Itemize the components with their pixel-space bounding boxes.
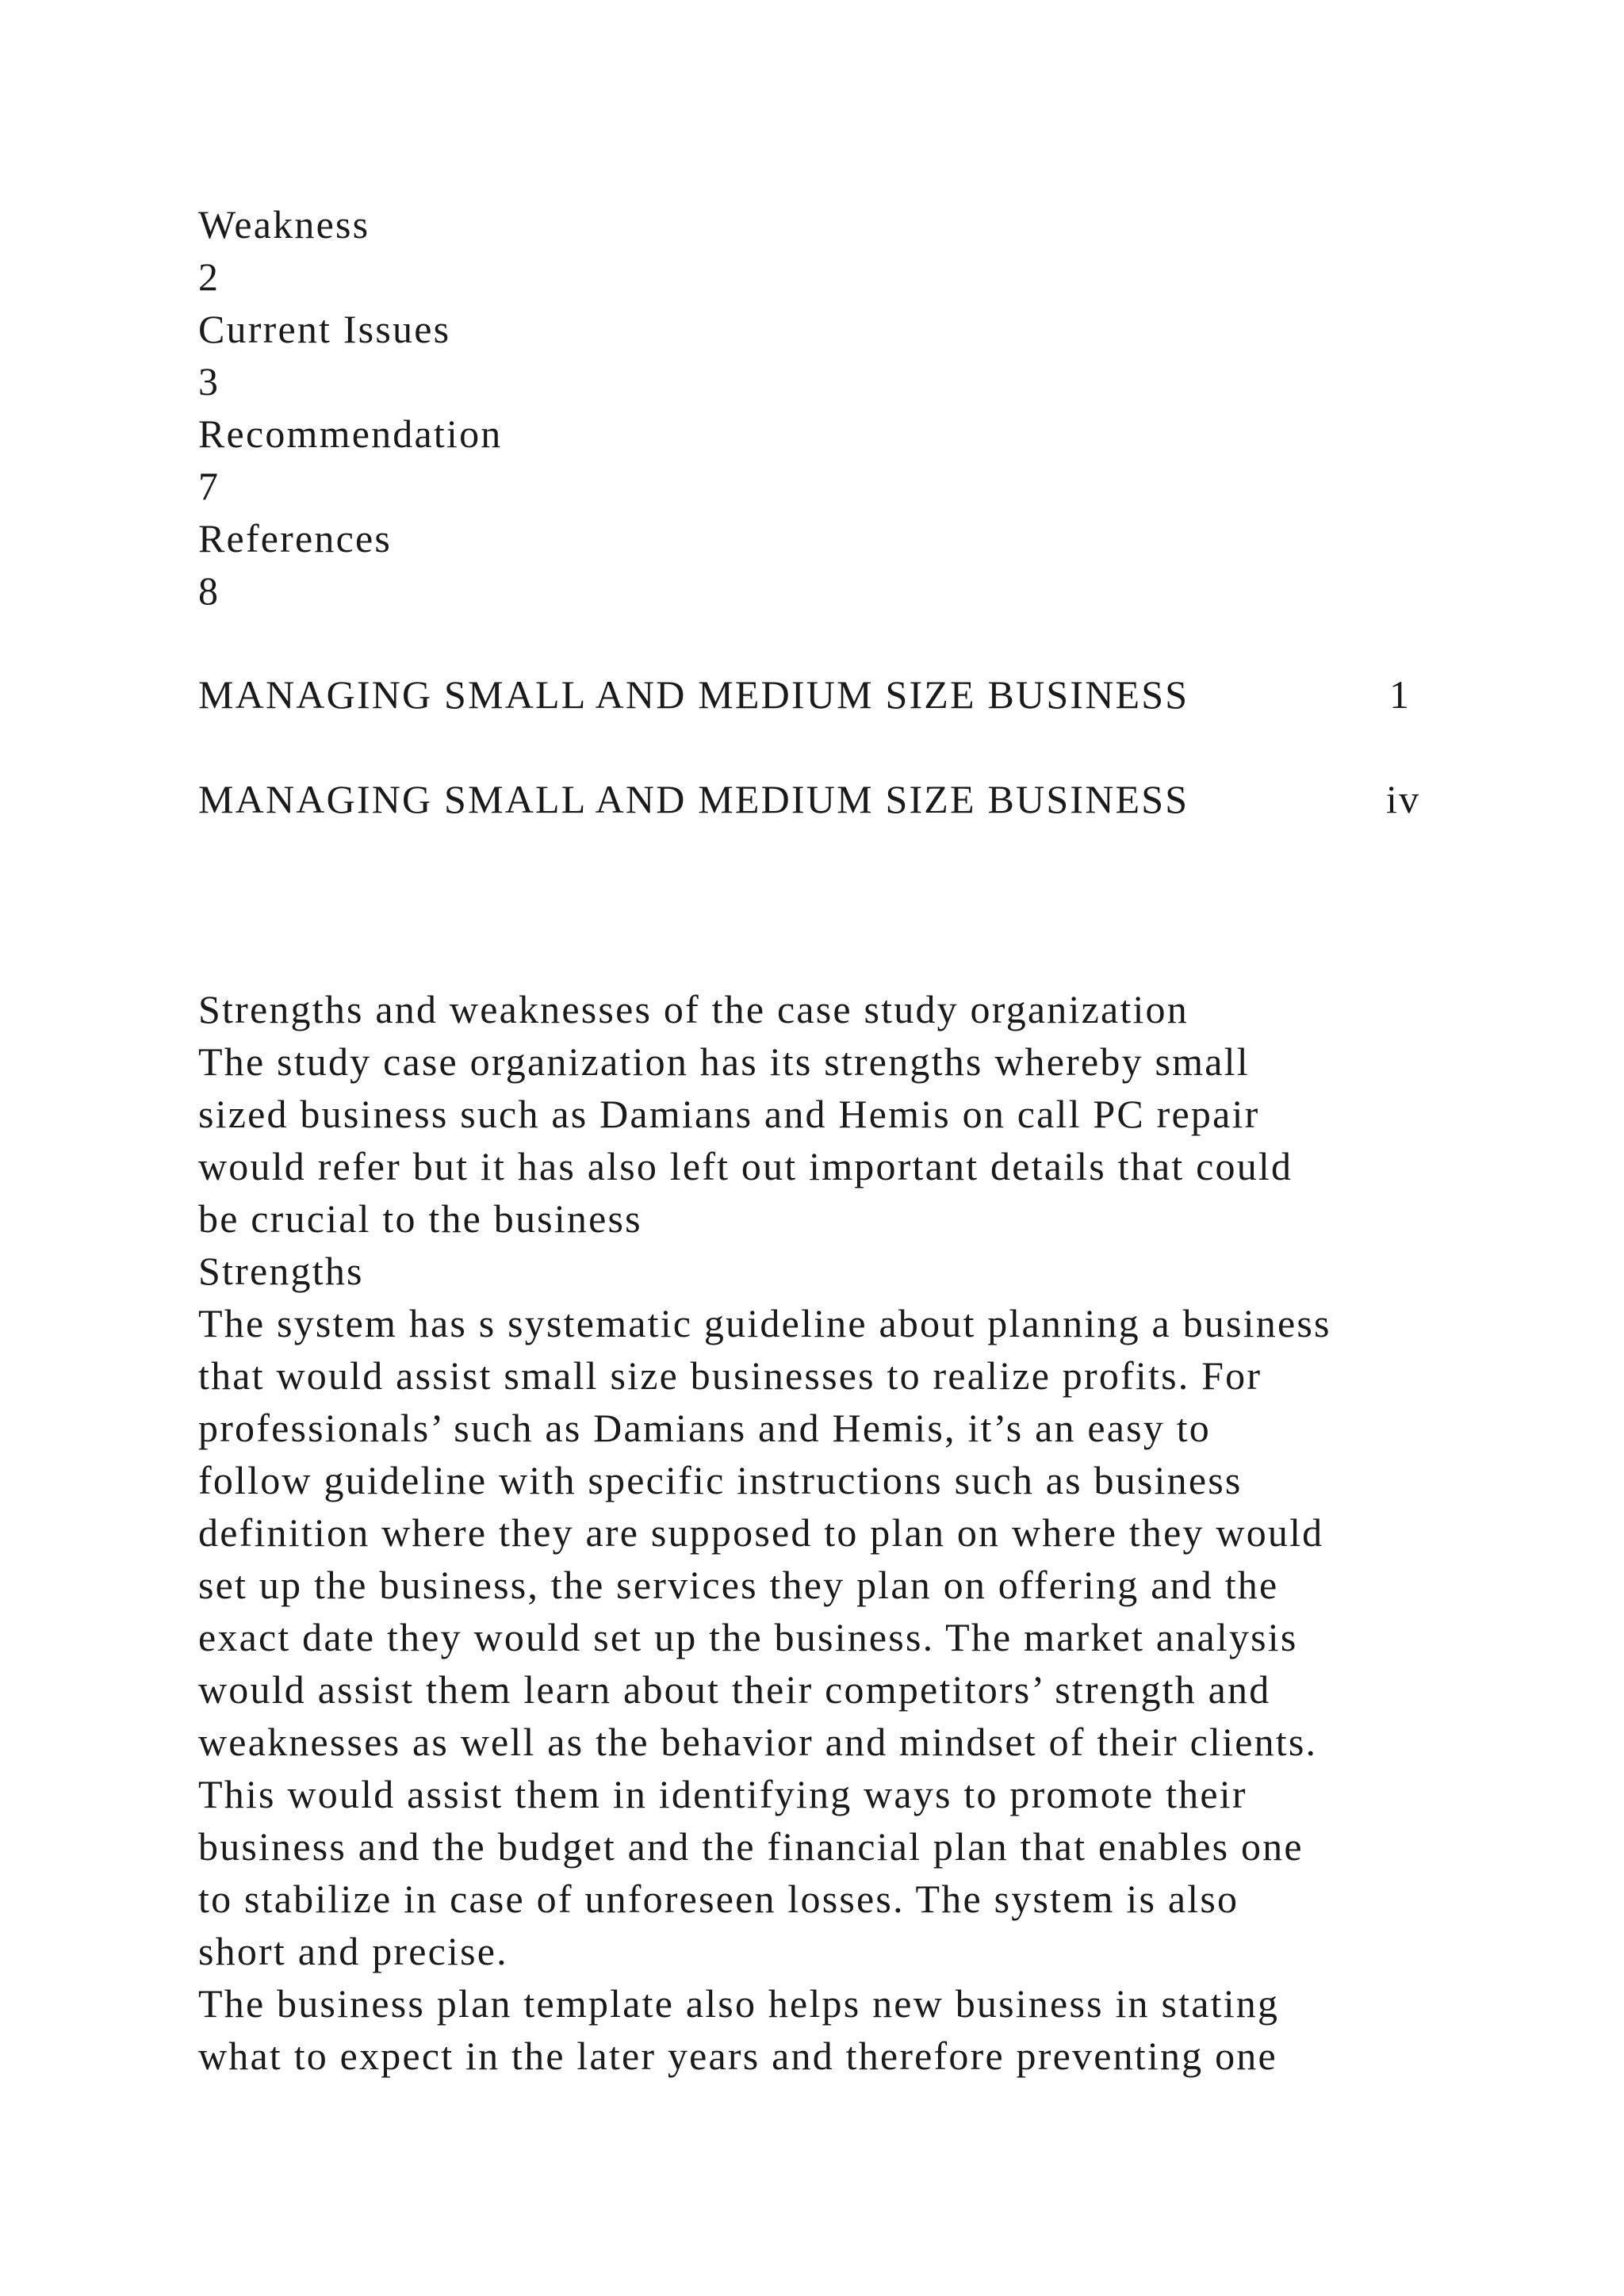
toc-entry-title: References (198, 516, 393, 561)
section-heading: Strengths and weaknesses of the case study organization (198, 987, 1189, 1031)
toc-entry-title: Recommendation (198, 411, 503, 456)
section-heading: Strengths (198, 1249, 364, 1293)
running-header-page-number: iv (1386, 777, 1421, 821)
toc-entry-page: 2 (198, 254, 220, 299)
body-line: The business plan template also helps new business in stating (198, 1981, 1280, 2026)
running-header-title: MANAGING SMALL AND MEDIUM SIZE BUSINESS (198, 777, 1189, 821)
body-line: would assist them learn about their competitors’ strength and (198, 1667, 1271, 1712)
body-line: to stabilize in case of unforeseen losses. The system is also (198, 1877, 1239, 1921)
body-line: short and precise. (198, 1929, 508, 1973)
body-line: that would assist small size businesses to realize profits. For (198, 1353, 1262, 1398)
body-line: The study case organization has its strengths whereby small (198, 1039, 1250, 1084)
toc-entry-title: Current Issues (198, 307, 451, 351)
body-line: The system has s systematic guideline about planning a business (198, 1301, 1331, 1345)
body-line: would refer but it has also left out important details that could (198, 1144, 1293, 1188)
body-line: exact date they would set up the business. The market analysis (198, 1615, 1298, 1659)
running-header-title: MANAGING SMALL AND MEDIUM SIZE BUSINESS (198, 672, 1189, 717)
toc-entry-page: 7 (198, 464, 220, 508)
body-line: follow guideline with specific instructions such as business (198, 1458, 1243, 1502)
body-line: business and the budget and the financial plan that enables one (198, 1824, 1304, 1869)
body-line: be crucial to the business (198, 1196, 642, 1241)
body-line: set up the business, the services they plan on offering and the (198, 1563, 1279, 1607)
running-header-page-number: 1 (1389, 672, 1411, 717)
body-line: definition where they are supposed to plan on where they would (198, 1510, 1324, 1555)
toc-entry-page: 3 (198, 359, 220, 404)
toc-entry-title: Weakness (198, 202, 370, 247)
body-line: weaknesses as well as the behavior and mindset of their clients. (198, 1720, 1318, 1764)
body-line: what to expect in the later years and therefore preventing one (198, 2034, 1277, 2078)
body-line: professionals’ such as Damians and Hemis, it’s an easy to (198, 1406, 1212, 1450)
toc-entry-page: 8 (198, 568, 220, 613)
body-line: This would assist them in identifying ways to promote their (198, 1772, 1247, 1816)
body-line: sized business such as Damians and Hemis on call PC repair (198, 1092, 1260, 1136)
